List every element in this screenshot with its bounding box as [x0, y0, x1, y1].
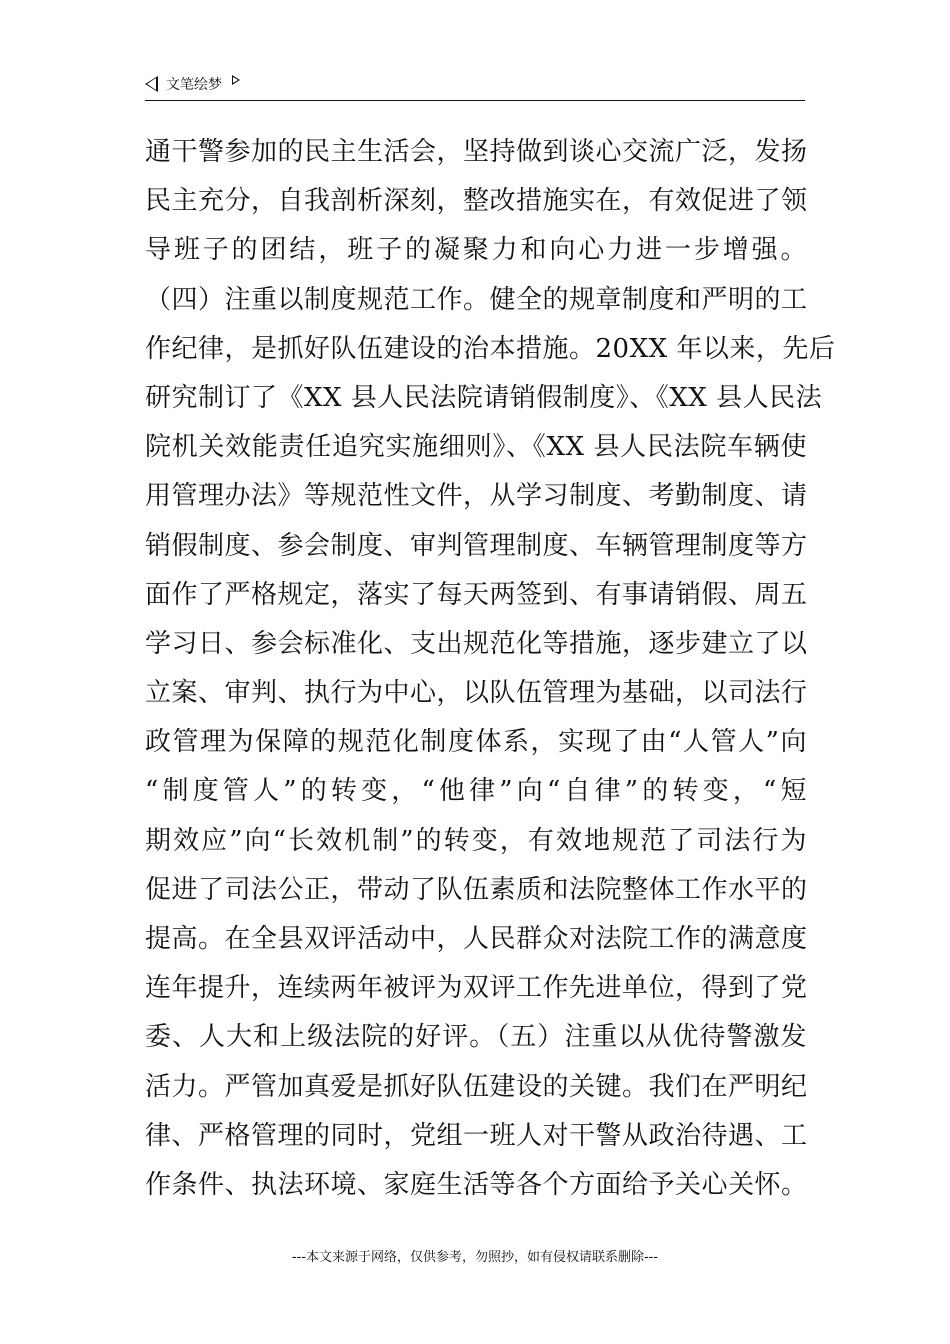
- text-line: 导班子的团结，班子的凝聚力和向心力进一步增强。: [145, 235, 807, 266]
- triangle-right-icon: [232, 75, 240, 85]
- text-line: 活力。严管加真爱是抓好队伍建设的关键。我们在严明纪: [145, 1071, 808, 1102]
- text-line: 委、人大和上级法院的好评。（五）注重以从优待警激发: [145, 1022, 807, 1053]
- text-line: 院机关效能责任追究实施细则》、《XX 县人民法院车辆使: [145, 432, 807, 463]
- text-line: 促进了司法公正，带动了队伍素质和法院整体工作水平的: [145, 874, 808, 905]
- text-line: 面作了严格规定，落实了每天两签到、有事请销假、周五: [145, 579, 808, 610]
- text-line: 学习日、参会标准化、支出规范化等措施，逐步建立了以: [145, 628, 808, 659]
- triangle-left-icon: [145, 76, 158, 92]
- text-line: 销假制度、参会制度、审判管理制度、车辆管理制度等方: [145, 530, 808, 561]
- text-line: 作条件、执法环境、家庭生活等各个方面给予关心关怀。: [145, 1169, 808, 1200]
- text-line: 通干警参加的民主生活会，坚持做到谈心交流广泛，发扬: [145, 137, 808, 167]
- page-footer: ---本文来源于网络，仅供参考，勿照抄，如有侵权请联系删除---: [291, 1250, 659, 1265]
- text-line: 政管理为保障的规范化制度体系，实现了由“人管人”向: [145, 727, 807, 758]
- text-line: （四）注重以制度规范工作。健全的规章制度和严明的工: [145, 284, 808, 315]
- header-title: 文笔绘梦: [166, 77, 222, 93]
- document-body: [145, 128, 836, 1210]
- text-line: 期效应”向“长效机制”的转变，有效地规范了司法行为: [145, 825, 807, 856]
- text-line: 立案、审判、执行为中心，以队伍管理为基础，以司法行: [145, 678, 808, 709]
- header-brand: [145, 74, 240, 94]
- text-line: “制度管人”的转变，“他律”向“自律”的转变，“短: [145, 776, 807, 807]
- text-line: 民主充分，自我剖析深刻，整改措施实在，有效促进了领: [145, 186, 808, 217]
- text-line: 提高。在全县双评活动中，人民群众对法院工作的满意度: [145, 924, 808, 954]
- text-line: 作纪律，是抓好队伍建设的治本措施。20XX 年以来，先后: [145, 333, 836, 364]
- text-line: 研究制订了《XX 县人民法院请销假制度》、《XX 县人民法: [145, 382, 823, 413]
- text-line: 用管理办法》等规范性文件，从学习制度、考勤制度、请: [145, 481, 808, 512]
- text-line: 连年提升，连续两年被评为双评工作先进单位，得到了党: [145, 973, 808, 1004]
- page-header: [145, 70, 805, 101]
- text-line: 律、严格管理的同时，党组一班人对干警从政治待遇、工: [145, 1120, 808, 1151]
